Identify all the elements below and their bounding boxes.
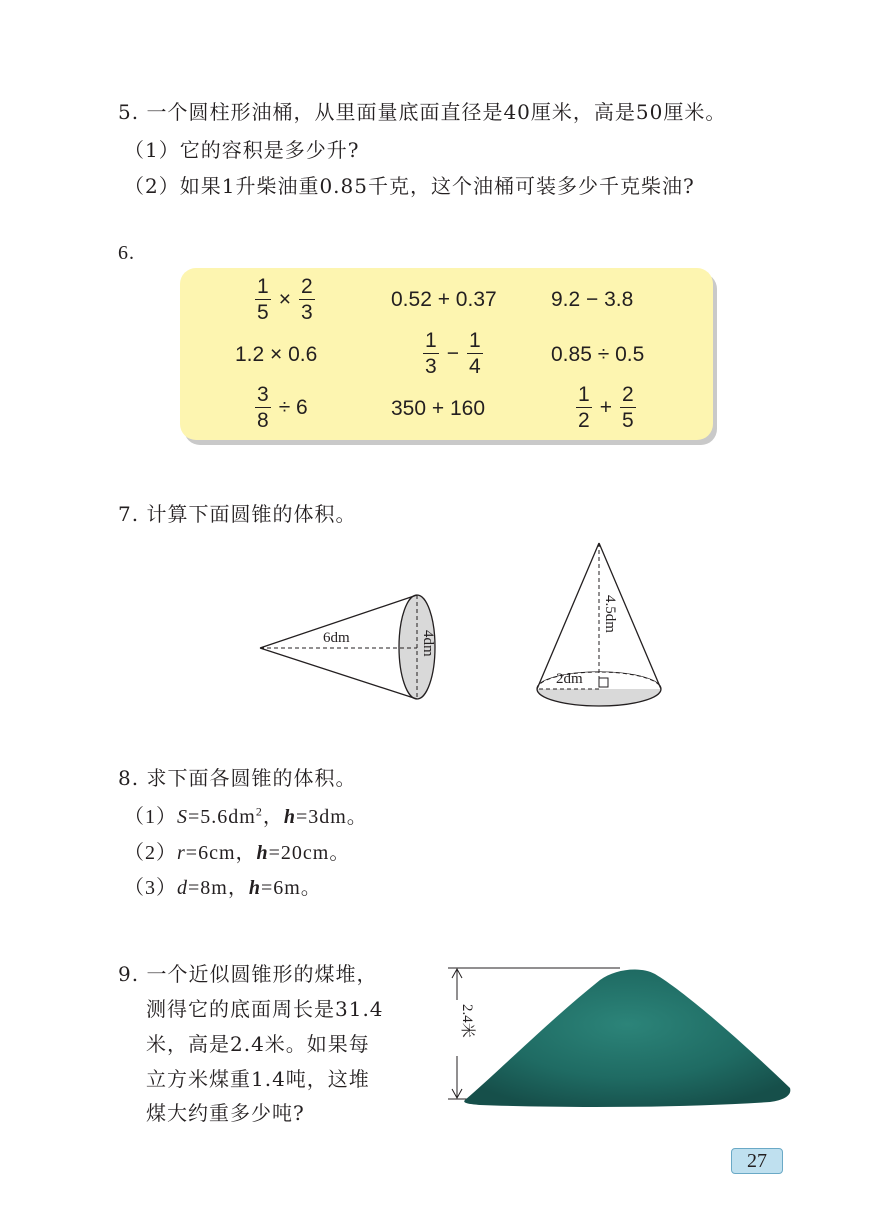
expr-r2c2: $\frac{1}{3}$ − $\frac{1}{4}$: [425, 329, 481, 378]
q9-line-3: 米，高是2.4米。如果每: [146, 1032, 370, 1056]
cone-vertical-figure: [530, 535, 670, 715]
expr-r2c3: 0.85 ÷ 0.5: [551, 343, 645, 366]
q9-line-1: 9. 一个近似圆锥形的煤堆，: [118, 962, 378, 986]
cone1-edge-bottom: [260, 648, 417, 699]
q9-line-4: 立方米煤重1.4吨，这堆: [146, 1067, 370, 1091]
q8-stem: 8. 求下面各圆锥的体积。: [118, 766, 357, 790]
cone1-diameter-label: 4dm: [420, 630, 436, 657]
q6-label: 6.: [118, 242, 135, 264]
expr-r1c1: $\frac{1}{5}$ × $\frac{2}{3}$: [257, 275, 313, 324]
q8-item-3: （3）d=8m，h=6m。: [124, 877, 322, 899]
cone2-edge-left: [537, 543, 599, 689]
cone-horizontal-figure: [250, 590, 450, 710]
q9-line-5: 煤大约重多少吨?: [146, 1101, 305, 1125]
q8-item-1: $(1)S=5.6dm^2$，h=3dm。: [124, 804, 368, 828]
expr-r3c1: $\frac{3}{8}$ ÷ 6: [257, 383, 308, 432]
q9-line-2: 测得它的底面周长是31.4: [146, 997, 384, 1021]
q5-stem: 5. 一个圆柱形油桶，从里面量底面直径是40厘米，高是50厘米。: [118, 100, 727, 124]
calculation-box: [180, 268, 713, 440]
coal-pile-figure: [440, 960, 800, 1110]
expr-r2c1: 1.2 × 0.6: [235, 343, 318, 366]
page-number: 27: [731, 1148, 783, 1174]
q5-sub2: （2）如果1升柴油重0.85千克，这个油桶可装多少千克柴油?: [124, 174, 695, 198]
q5-sub1: （1）它的容积是多少升?: [124, 138, 360, 162]
q8-item-2: （2）r=6cm，h=20cm。: [124, 842, 351, 864]
q7-stem: 7. 计算下面圆锥的体积。: [118, 502, 357, 526]
expr-r1c3: 9.2 − 3.8: [551, 288, 634, 311]
expr-r1c2: 0.52 + 0.37: [391, 288, 497, 311]
coal-height-label: 2.4米: [459, 1004, 475, 1038]
cone1-slant-label: 6dm: [323, 630, 350, 646]
cone2-radius-label: 2dm: [556, 671, 583, 687]
coal-pile: [464, 969, 790, 1106]
expr-r3c3: $\frac{1}{2}$ + $\frac{2}{5}$: [578, 383, 634, 432]
expr-r3c2: 350 + 160: [391, 397, 486, 420]
cone2-height-label: 4.5dm: [602, 595, 618, 633]
